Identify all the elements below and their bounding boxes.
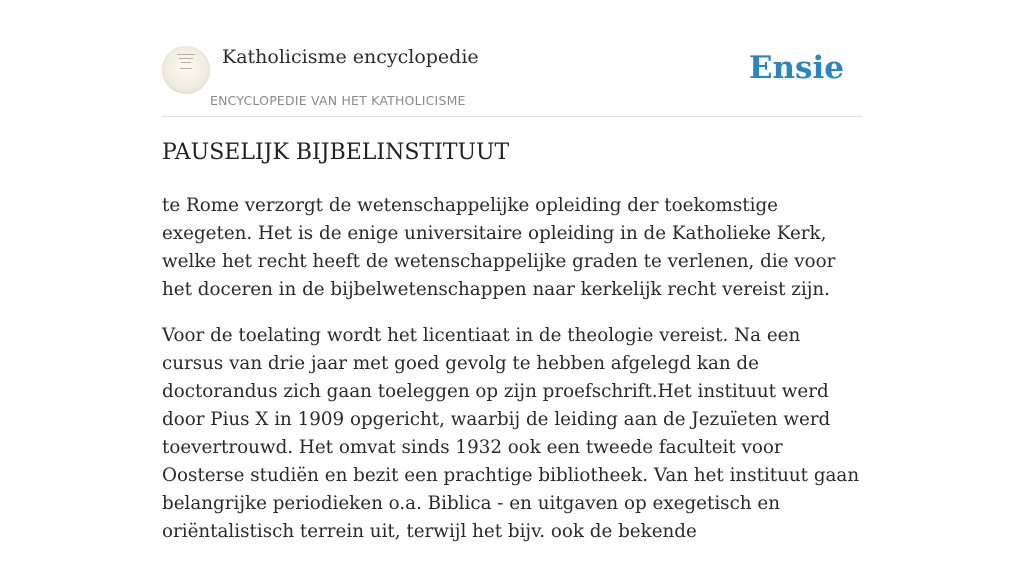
encyclopedia-cover-thumbnail[interactable]: [162, 46, 210, 94]
article-paragraph: Voor de toelating wordt het licentiaat in de theologie vereist. Na een cursus van drie jaar met goed gevolg te hebben afgelegd kan de doctorandus zich gaan toeleggen op zijn proefschrift.Het instituut werd door Pius X in 1909 opgericht, waarbij de leiding aan de Jezuïeten werd toevertrouwd. Het omvat sinds 1932 ook een tweede faculteit voor Oosterse studiën en bezit een prachtige bibliotheek. Van het instituut gaan belangrijke periodieken o.a. Biblica - en uitgaven op exegetisch en oriëntalistisch terrein uit, terwijl het bijv. ook de bekende: [162, 325, 860, 542]
cover-line: [181, 62, 191, 63]
cover-line: [179, 58, 193, 59]
site-title[interactable]: Katholicisme encyclopedie: [222, 46, 479, 68]
article-title: PAUSELIJK BIJBELINSTITUUT: [162, 140, 510, 165]
article-body: [162, 192, 867, 564]
article-paragraph: te Rome verzorgt de wetenschappelijke opleiding der toekomstige exegeten. Het is de enige universitaire opleiding in de Katholieke Kerk, welke het recht heeft de wetenschappelijke graden te verlenen, die voor het doceren in de bijbelwetenschappen naar kerkelijk recht vereist zijn.: [162, 195, 836, 300]
site-header: [162, 40, 862, 117]
site-subtitle: ENCYCLOPEDIE VAN HET KATHOLICISME: [210, 93, 466, 108]
cover-line: [180, 68, 192, 69]
ensie-logo-link[interactable]: Ensie: [748, 50, 844, 86]
cover-line: [177, 54, 195, 55]
